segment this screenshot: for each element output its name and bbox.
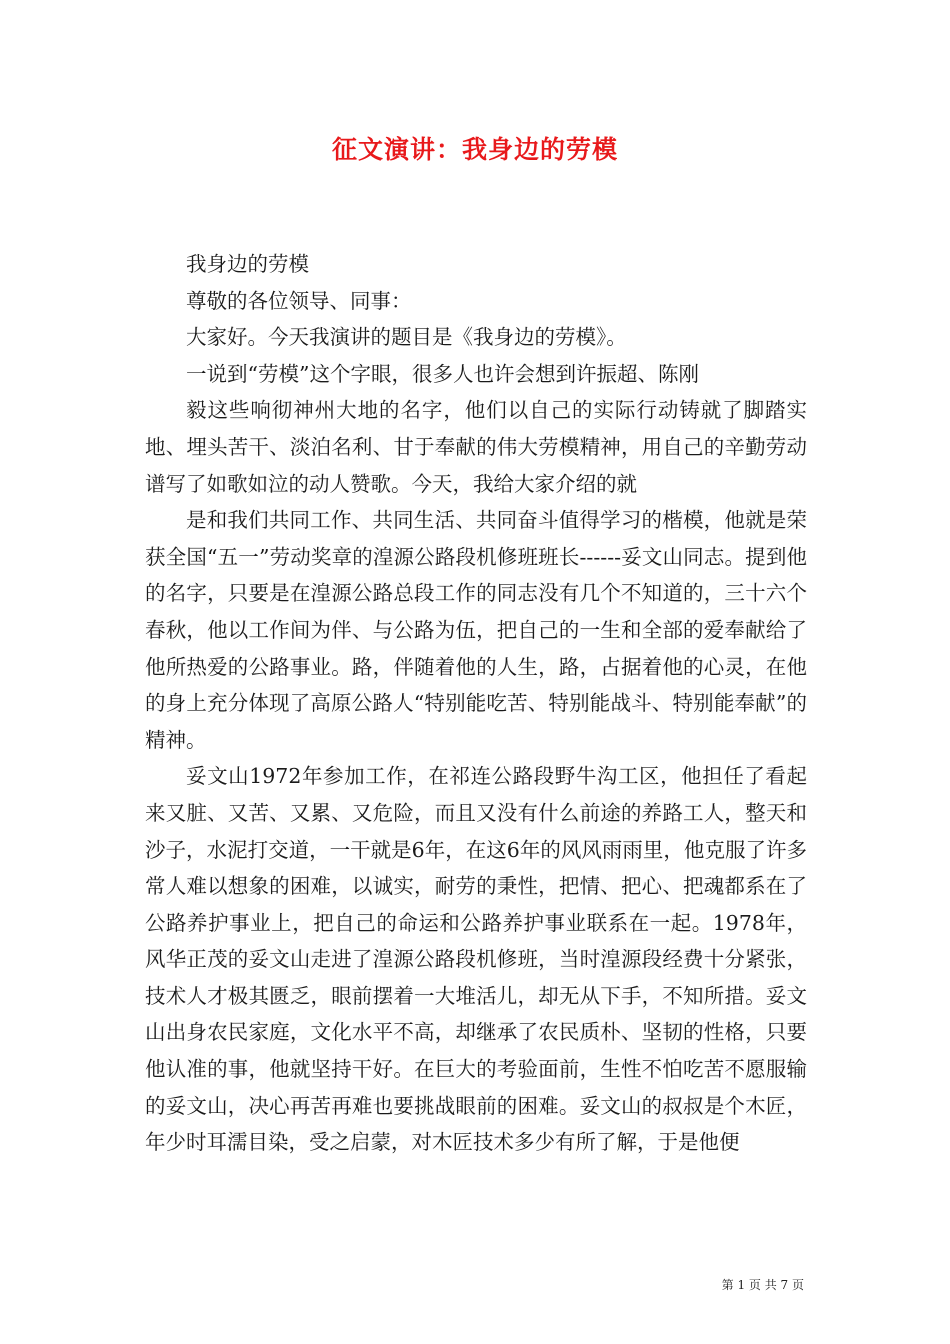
paragraph: 一说到“劳模”这个字眼，很多人也许会想到许振超、陈刚 xyxy=(186,361,699,386)
paragraph: 大家好。今天我演讲的题目是《我身边的劳模》。 xyxy=(186,325,627,350)
paragraph: 妥文山1972年参加工作，在祁连公路段野牛沟工区，他担任了看起来又脏、又苦、又累、又危险，而且又没有什么前途的养路工人，整天和沙子，水泥打交道，一干就是6年，在这6年的风风雨雨里，他克服了许多常人难以想象的困难，以诚实，耐劳的秉性，把情、把心、把魂都系在了公路养护事业上，把自己的命运和公路养护事业联系在一起。1978年，风华正茂的妥文山走进了湟源公路段机修班，当时湟源段经费十分紧张，技术人才极其匮乏，眼前摆着一大堆活儿，却无从下手，不知所措。妥文山出身农民家庭，文化水平不高，却继承了农民质朴、坚韧的性格，只要他认准的事，他就坚持干好。在巨大的考验面前，生性不怕吃苦不愿服输的妥文山，决心再苦再难也要挑战眼前的困难。妥文山的叔叔是个木匠，年少时耳濡目染，受之启蒙，对木匠技术多少有所了解，于是他便 xyxy=(145,764,807,1155)
paragraph: 是和我们共同工作、共同生活、共同奋斗值得学习的楷模，他就是荣获全国“五一”劳动奖章的湟源公路段机修班班长------妥文山同志。提到他的名字，只要是在湟源公路总段工作的同志没有几个不知道的，三十六个春秋，他以工作间为伴、与公路为伍，把自己的一生和全部的爱奉献给了他所热爱的公路事业。路，伴随着他的人生，路，占据着他的心灵，在他的身上充分体现了高原公路人“特别能吃苦、特别能战斗、特别能奉献”的精神。 xyxy=(145,508,807,752)
document-title: 征文演讲：我身边的劳模 xyxy=(331,135,618,164)
document-body xyxy=(145,246,807,1161)
paragraph: 毅这些响彻神州大地的名字，他们以自己的实际行动铸就了脚踏实地、埋头苦干、淡泊名利、甘于奉献的伟大劳模精神，用自己的辛勤劳动谱写了如歌如泣的动人赞歌。今天，我给大家介绍的就 xyxy=(145,398,807,496)
page-number: 第 1 页 共 7 页 xyxy=(721,1278,804,1292)
paragraph: 尊敬的各位领导、同事： xyxy=(186,288,412,313)
paragraph: 我身边的劳模 xyxy=(186,252,309,276)
